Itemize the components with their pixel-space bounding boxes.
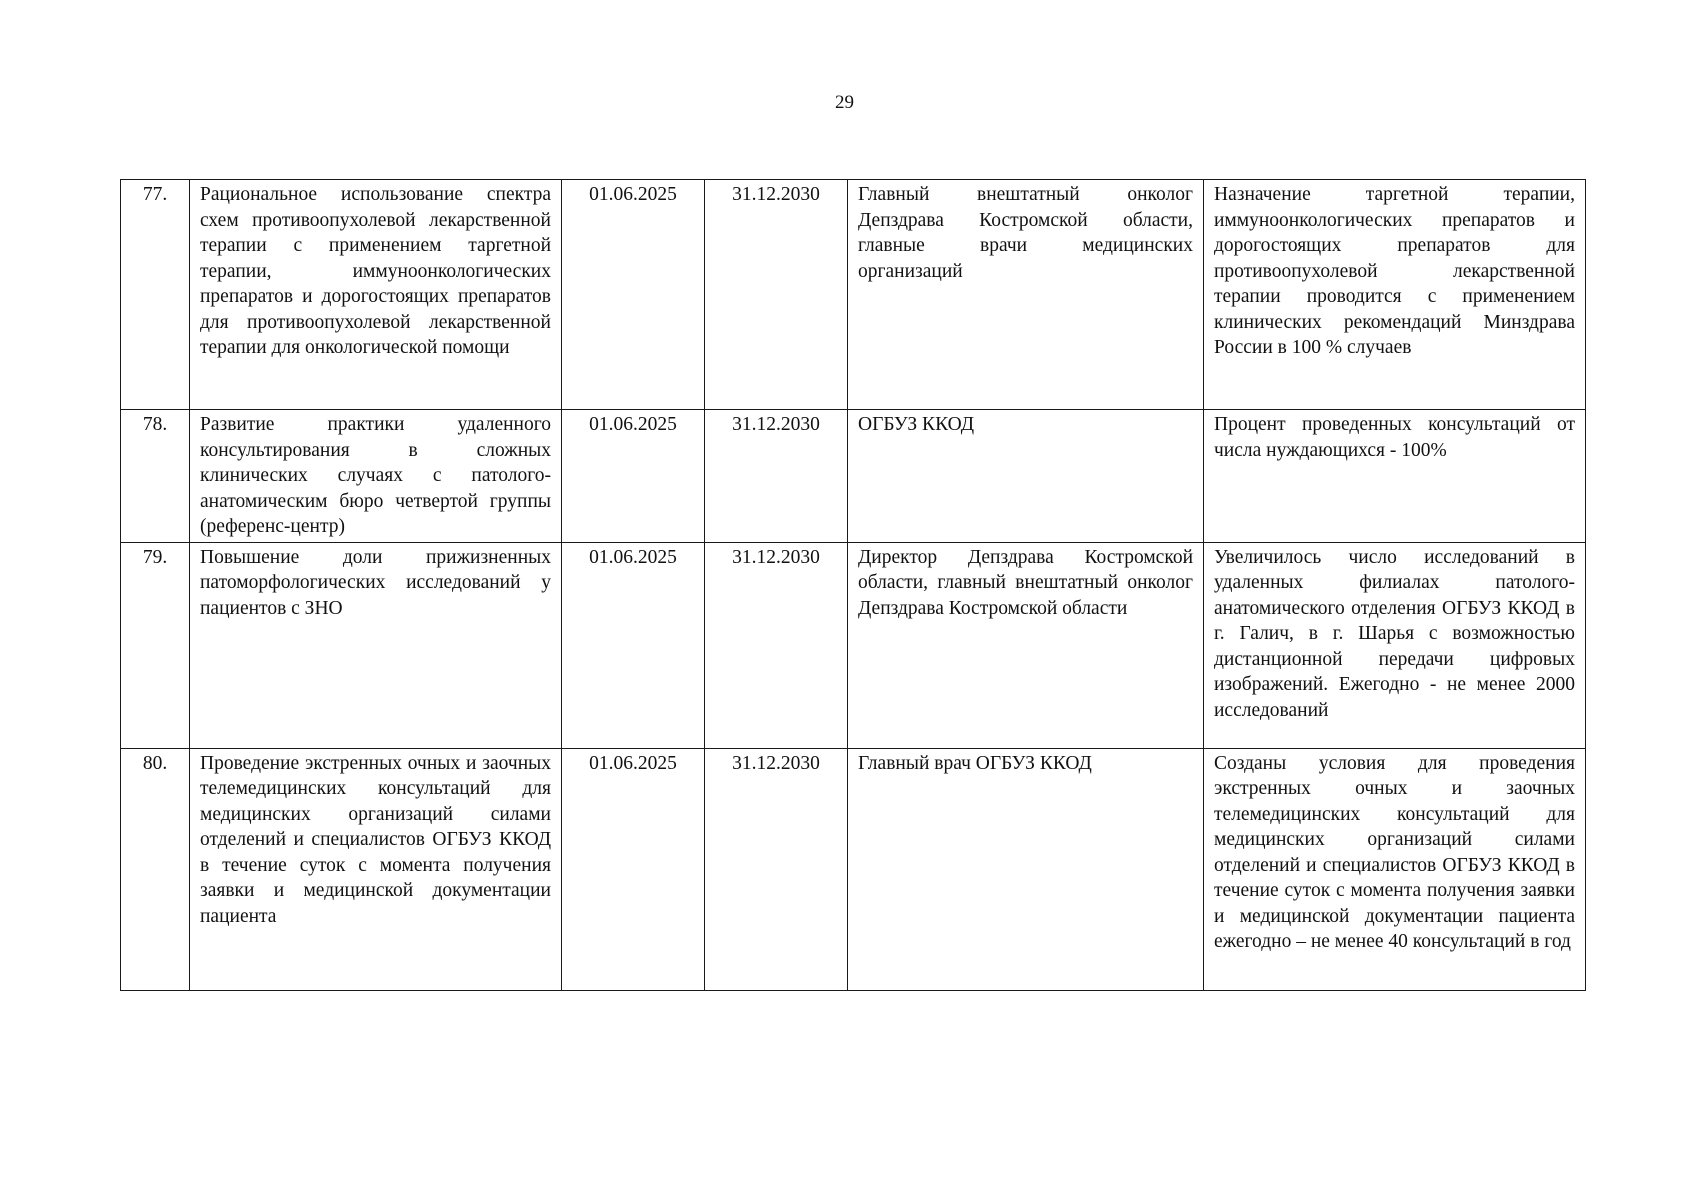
start-date-cell: 01.06.2025 [562, 542, 705, 748]
measure-cell: Повышение доли прижизненных патоморфологических исследований у пациентов с ЗНО [190, 542, 562, 748]
result-cell: Назначение таргетной терапии, иммуноонкологических препаратов и дорогостоящих препаратов для противоопухолевой лекарственной терапии проводится с применением клинических рекомендаций Минздрава России в 100 % случаев [1204, 180, 1586, 410]
end-date-cell: 31.12.2030 [705, 180, 848, 410]
responsible-cell: Главный внештатный онколог Депздрава Костромской области, главные врачи медицинских организаций [848, 180, 1204, 410]
table-row [121, 180, 1586, 410]
measure-cell: Проведение экстренных очных и заочных телемедицинских консультаций для медицинских организаций силами отделений и специалистов ОГБУЗ ККОД в течение суток с момента получения заявки и медицинской документации пациента [190, 748, 562, 990]
row-number: 80. [121, 748, 190, 990]
table-row [121, 542, 1586, 748]
responsible-cell: Директор Депздрава Костромской области, главный внештатный онколог Депздрава Костромской области [848, 542, 1204, 748]
result-cell: Процент проведенных консультаций от числа нуждающихся - 100% [1204, 410, 1586, 543]
start-date-cell: 01.06.2025 [562, 410, 705, 543]
end-date-cell: 31.12.2030 [705, 542, 848, 748]
responsible-cell: Главный врач ОГБУЗ ККОД [848, 748, 1204, 990]
table-row [121, 410, 1586, 543]
page-number: 29 [835, 92, 854, 113]
responsible-cell: ОГБУЗ ККОД [848, 410, 1204, 543]
measure-cell: Развитие практики удаленного консультирования в сложных клинических случаях с патолого-анатомическим бюро четвертой группы (референс-центр) [190, 410, 562, 543]
start-date-cell: 01.06.2025 [562, 748, 705, 990]
start-date-cell: 01.06.2025 [562, 180, 705, 410]
row-number: 78. [121, 410, 190, 543]
table-row [121, 748, 1586, 990]
row-number: 79. [121, 542, 190, 748]
row-number: 77. [121, 180, 190, 410]
end-date-cell: 31.12.2030 [705, 410, 848, 543]
result-cell: Созданы условия для проведения экстренных очных и заочных телемедицинских консультаций для медицинских организаций силами отделений и специалистов ОГБУЗ ККОД в течение суток с момента получения заявки и медицинской документации пациента ежегодно – не менее 40 консультаций в год [1204, 748, 1586, 990]
measure-cell: Рациональное использование спектра схем противоопухолевой лекарственной терапии с применением таргетной терапии, иммуноонкологических препаратов и дорогостоящих препаратов для противоопухолевой лекарственной терапии для онкологической помощи [190, 180, 562, 410]
end-date-cell: 31.12.2030 [705, 748, 848, 990]
result-cell: Увеличилось число исследований в удаленных филиалах патолого-анатомического отделения ОГБУЗ ККОД в г. Галич, в г. Шарья с возможностью дистанционной передачи цифровых изображений. Ежегодно - не менее 2000 исследований [1204, 542, 1586, 748]
plan-table [120, 179, 1586, 991]
